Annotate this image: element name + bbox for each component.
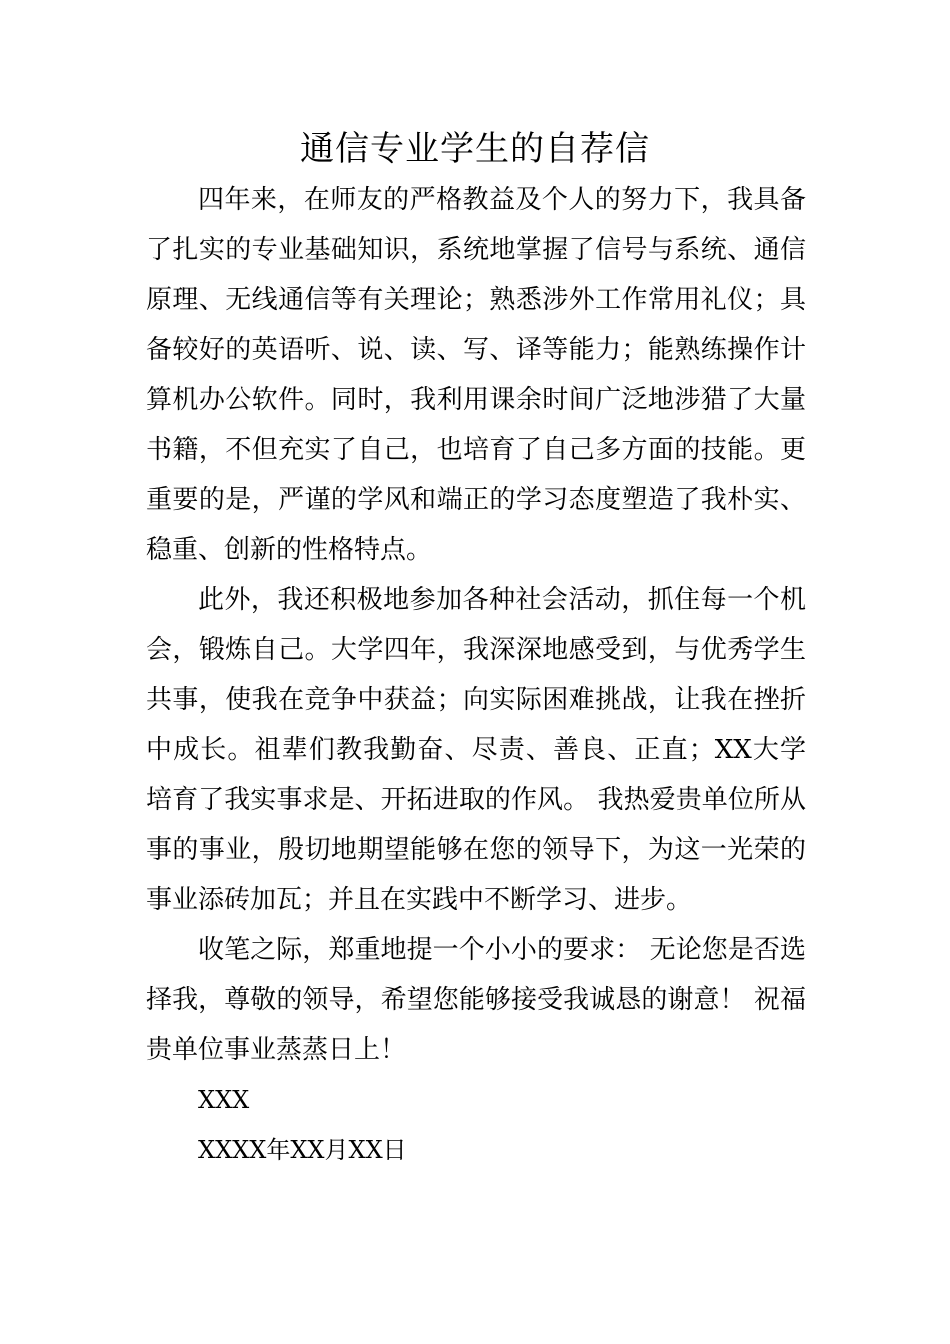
paragraph-1: 四年来，在师友的严格教益及个人的努力下，我具备了扎实的专业基础知识，系统地掌握了信号与系统、通信原理、无线通信等有关理论；熟悉涉外工作常用礼仪；具备较好的英语听、说、读、写、译等能力；能熟练操作计算机办公软件。同时，我利用课余时间广泛地涉猎了大量书籍，不但充实了自己，也培育了自己多方面的技能。更重要的是，严谨的学风和端正的学习态度塑造了我朴实、稳重、创新的性格特点。 [146, 185, 806, 565]
paragraph-2: 此外，我还积极地参加各种社会活动，抓住每一个机会，锻炼自己。大学四年，我深深地感受到，与优秀学生共事，使我在竞争中获益；向实际困难挑战，让我在挫折中成长。祖辈们教我勤奋、尽责、善良、正直；XX大学培育了我实事求是、开拓进取的作风。 我热爱贵单位所从事的事业，殷切地期望能够在您的领导下，为这一光荣的事业添砖加瓦；并且在实践中不断学习、进步。 [146, 585, 806, 915]
letter-body [146, 175, 806, 1175]
paragraph-3: 收笔之际，郑重地提一个小小的要求： 无论您是否选择我，尊敬的领导，希望您能够接受我诚恳的谢意！ 祝福贵单位事业蒸蒸日上！ [146, 935, 806, 1065]
page-title: 通信专业学生的自荐信 [300, 129, 650, 169]
signature-name: XXX [198, 1086, 250, 1114]
signature-date: XXXX年XX月XX日 [198, 1136, 407, 1164]
